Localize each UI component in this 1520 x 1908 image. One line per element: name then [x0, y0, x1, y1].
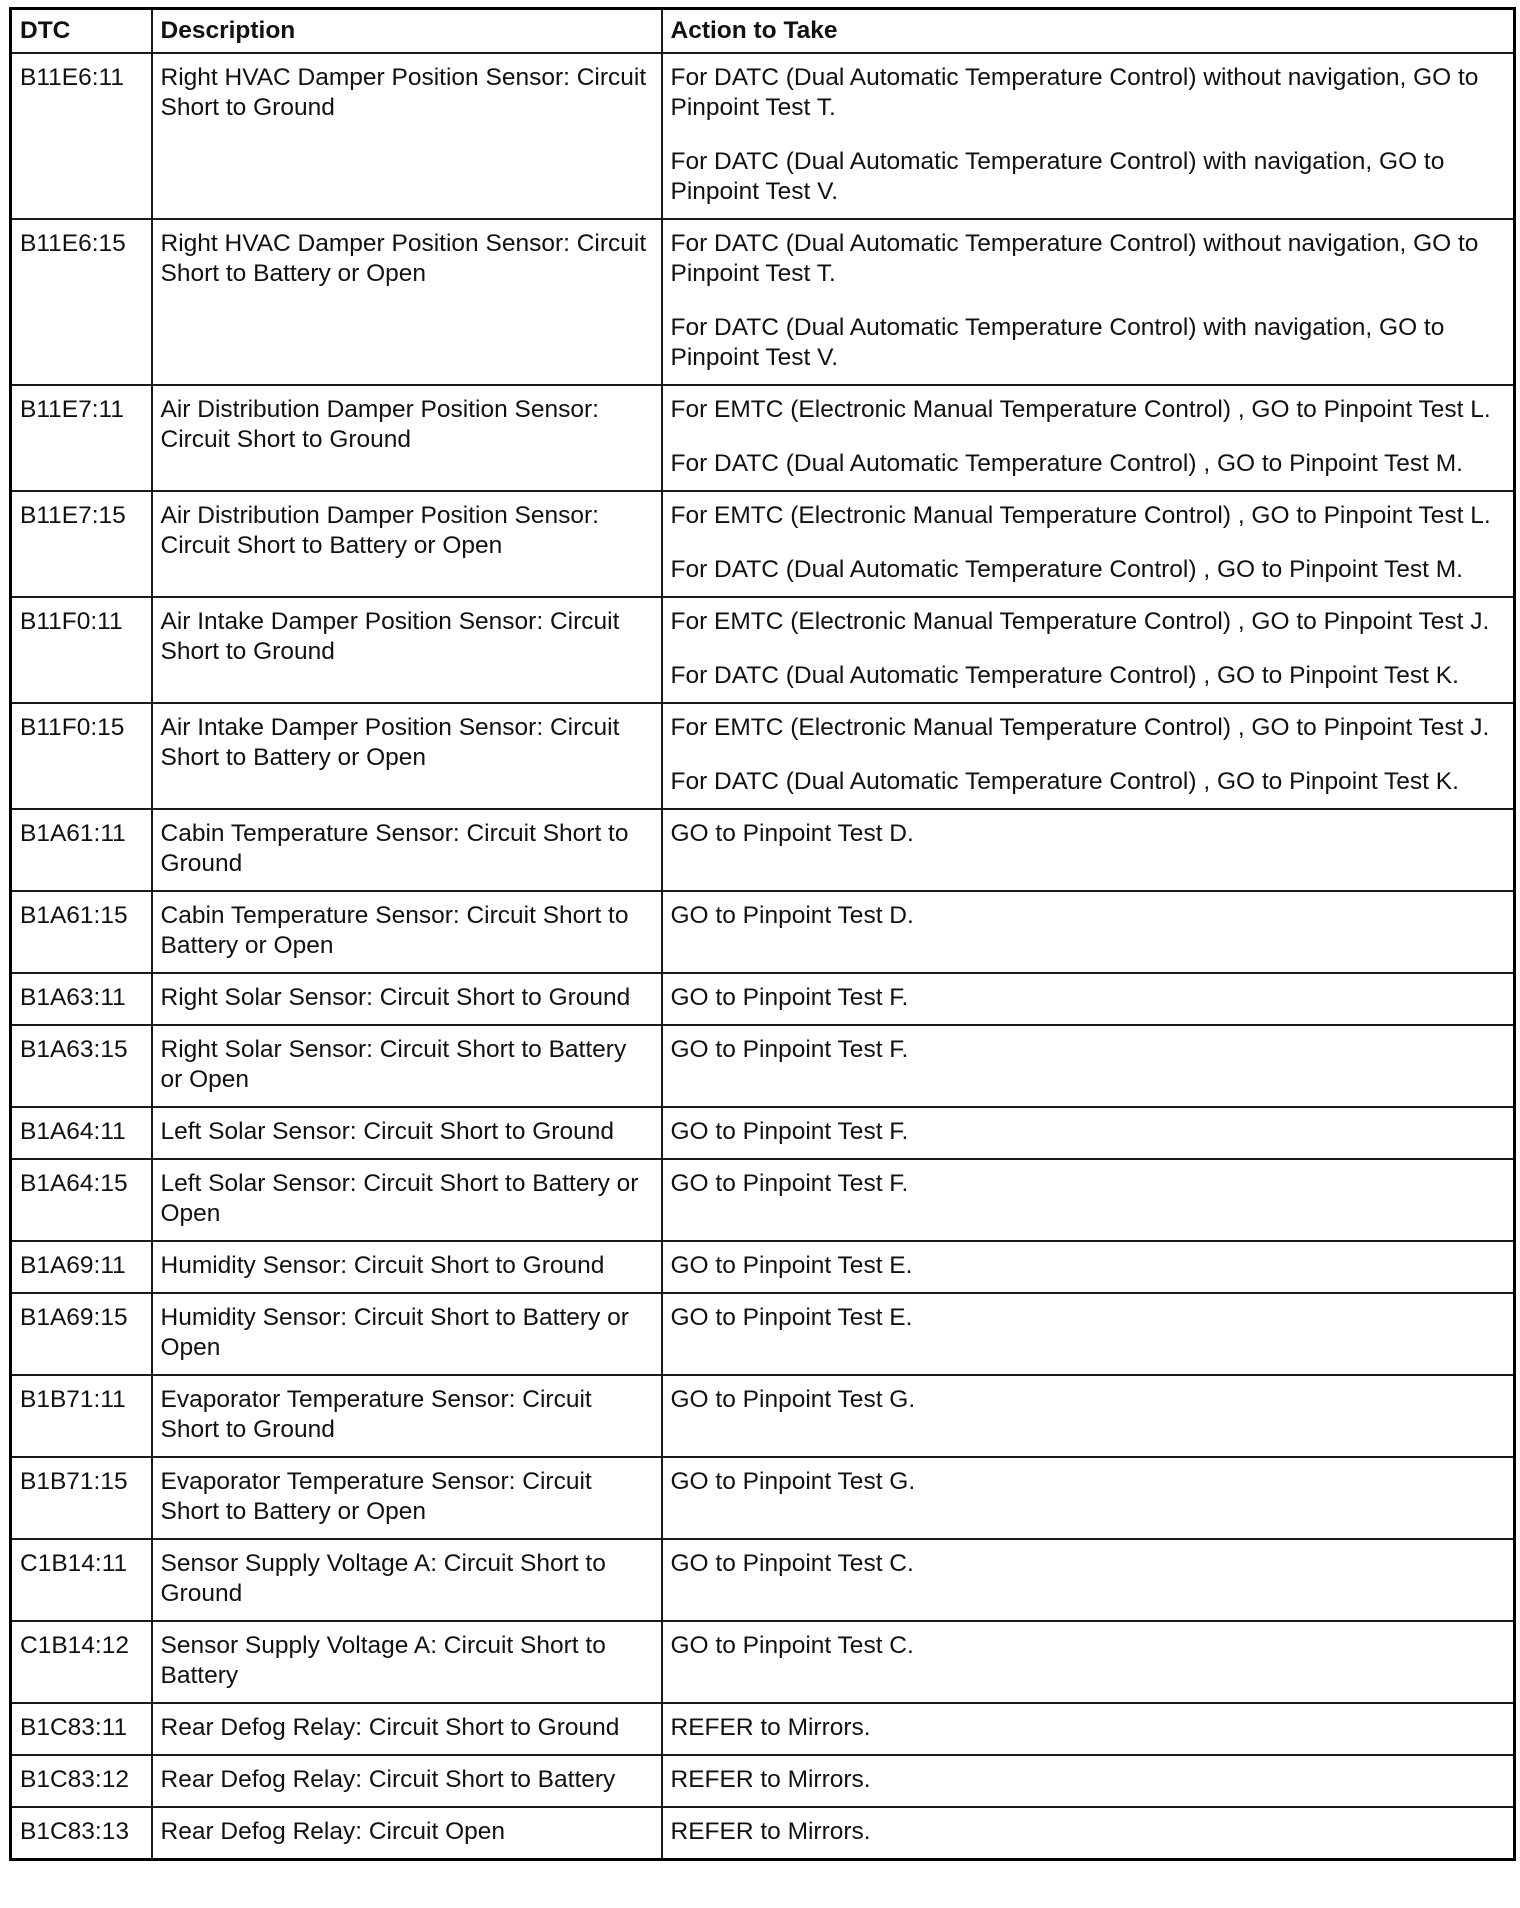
description-cell: Rear Defog Relay: Circuit Short to Battery [152, 1755, 662, 1807]
table-row [11, 1539, 1515, 1621]
action-text: GO to Pinpoint Test F. [670, 1036, 909, 1063]
dtc-code-cell: B11E6:15 [11, 219, 152, 385]
table-row [11, 1159, 1515, 1241]
description-cell: Cabin Temperature Sensor: Circuit Short to Battery or Open [152, 891, 662, 973]
action-text: GO to Pinpoint Test E. [670, 1304, 913, 1331]
action-cell [662, 1375, 1515, 1457]
table-row [11, 53, 1515, 219]
action-text: GO to Pinpoint Test D. [670, 902, 914, 929]
description-cell: Air Intake Damper Position Sensor: Circuit Short to Ground [152, 597, 662, 703]
action-cell [662, 1293, 1515, 1375]
action-text: GO to Pinpoint Test D. [670, 820, 914, 847]
action-cell [662, 1703, 1515, 1755]
action-cell [662, 1159, 1515, 1241]
description-cell: Humidity Sensor: Circuit Short to Battery or Open [152, 1293, 662, 1375]
action-text: For DATC (Dual Automatic Temperature Control) with navigation, GO to Pinpoint Test V. [670, 148, 1445, 205]
action-cell [662, 219, 1515, 385]
dtc-code-cell: B1C83:13 [11, 1807, 152, 1860]
action-cell [662, 1025, 1515, 1107]
action-cell [662, 491, 1515, 597]
action-text: GO to Pinpoint Test G. [670, 1386, 916, 1413]
description-cell: Evaporator Temperature Sensor: Circuit Short to Battery or Open [152, 1457, 662, 1539]
action-text: GO to Pinpoint Test C. [670, 1632, 914, 1659]
table-row [11, 491, 1515, 597]
dtc-table-container [9, 7, 1513, 1861]
action-text: GO to Pinpoint Test F. [670, 1118, 909, 1145]
action-text: For DATC (Dual Automatic Temperature Control) with navigation, GO to Pinpoint Test V. [670, 314, 1445, 371]
description-cell: Rear Defog Relay: Circuit Open [152, 1807, 662, 1860]
table-row [11, 891, 1515, 973]
action-cell [662, 1621, 1515, 1703]
action-text: For EMTC (Electronic Manual Temperature Control) , GO to Pinpoint Test J. [670, 714, 1490, 741]
dtc-code-cell: B11E7:15 [11, 491, 152, 597]
dtc-code-cell: B1B71:15 [11, 1457, 152, 1539]
action-cell [662, 809, 1515, 891]
dtc-code-cell: B1A61:11 [11, 809, 152, 891]
action-cell [662, 973, 1515, 1025]
description-cell: Right HVAC Damper Position Sensor: Circuit Short to Battery or Open [152, 219, 662, 385]
dtc-code-cell: C1B14:12 [11, 1621, 152, 1703]
action-cell [662, 53, 1515, 219]
action-text: GO to Pinpoint Test F. [670, 984, 909, 1011]
dtc-code-cell: B1C83:11 [11, 1703, 152, 1755]
table-row [11, 597, 1515, 703]
action-text: For DATC (Dual Automatic Temperature Control) without navigation, GO to Pinpoint Test T. [670, 230, 1479, 287]
dtc-code-cell: B1A63:15 [11, 1025, 152, 1107]
action-text: For EMTC (Electronic Manual Temperature Control) , GO to Pinpoint Test L. [670, 396, 1491, 423]
description-cell: Sensor Supply Voltage A: Circuit Short to Ground [152, 1539, 662, 1621]
dtc-code-cell: B1A64:11 [11, 1107, 152, 1159]
table-row [11, 1241, 1515, 1293]
table-row [11, 1703, 1515, 1755]
dtc-code-cell: C1B14:11 [11, 1539, 152, 1621]
dtc-code-cell: B1B71:11 [11, 1375, 152, 1457]
action-text: GO to Pinpoint Test C. [670, 1550, 914, 1577]
action-text: For DATC (Dual Automatic Temperature Control) , GO to Pinpoint Test M. [670, 556, 1463, 583]
action-text: For DATC (Dual Automatic Temperature Control) , GO to Pinpoint Test K. [670, 768, 1459, 795]
action-cell [662, 1807, 1515, 1860]
action-text: REFER to Mirrors. [670, 1766, 871, 1793]
description-cell: Air Distribution Damper Position Sensor: Circuit Short to Battery or Open [152, 491, 662, 597]
description-cell: Evaporator Temperature Sensor: Circuit Short to Ground [152, 1375, 662, 1457]
table-row [11, 703, 1515, 809]
description-cell: Right Solar Sensor: Circuit Short to Battery or Open [152, 1025, 662, 1107]
table-row [11, 1375, 1515, 1457]
action-cell [662, 1107, 1515, 1159]
table-row [11, 1293, 1515, 1375]
action-cell [662, 891, 1515, 973]
header-action-to-take: Action to Take [662, 9, 1515, 54]
action-cell [662, 703, 1515, 809]
table-row [11, 1107, 1515, 1159]
description-cell: Right Solar Sensor: Circuit Short to Ground [152, 973, 662, 1025]
dtc-code-cell: B1A69:15 [11, 1293, 152, 1375]
table-row [11, 1621, 1515, 1703]
action-text: REFER to Mirrors. [670, 1714, 871, 1741]
action-text: For DATC (Dual Automatic Temperature Control) without navigation, GO to Pinpoint Test T. [670, 64, 1479, 121]
dtc-code-cell: B11F0:11 [11, 597, 152, 703]
dtc-code-cell: B1A61:15 [11, 891, 152, 973]
table-row [11, 1807, 1515, 1860]
table-row [11, 1457, 1515, 1539]
action-text: For EMTC (Electronic Manual Temperature Control) , GO to Pinpoint Test L. [670, 502, 1491, 529]
table-row [11, 385, 1515, 491]
table-row [11, 1025, 1515, 1107]
action-text: REFER to Mirrors. [670, 1818, 871, 1845]
description-cell: Humidity Sensor: Circuit Short to Ground [152, 1241, 662, 1293]
dtc-code-cell: B1A64:15 [11, 1159, 152, 1241]
action-text: For DATC (Dual Automatic Temperature Control) , GO to Pinpoint Test K. [670, 662, 1459, 689]
table-row [11, 973, 1515, 1025]
dtc-table [9, 7, 1516, 1861]
description-cell: Right HVAC Damper Position Sensor: Circuit Short to Ground [152, 53, 662, 219]
action-text: For EMTC (Electronic Manual Temperature Control) , GO to Pinpoint Test J. [670, 608, 1490, 635]
table-row [11, 809, 1515, 891]
action-cell [662, 597, 1515, 703]
action-text: GO to Pinpoint Test F. [670, 1170, 909, 1197]
action-text: GO to Pinpoint Test E. [670, 1252, 913, 1279]
dtc-code-cell: B1A63:11 [11, 973, 152, 1025]
header-description: Description [152, 9, 662, 54]
action-cell [662, 385, 1515, 491]
dtc-code-cell: B11E6:11 [11, 53, 152, 219]
description-cell: Sensor Supply Voltage A: Circuit Short to Battery [152, 1621, 662, 1703]
table-header-row [11, 9, 1515, 54]
table-row [11, 219, 1515, 385]
action-cell [662, 1539, 1515, 1621]
dtc-code-cell: B11F0:15 [11, 703, 152, 809]
action-text: For DATC (Dual Automatic Temperature Control) , GO to Pinpoint Test M. [670, 450, 1463, 477]
description-cell: Rear Defog Relay: Circuit Short to Ground [152, 1703, 662, 1755]
description-cell: Air Intake Damper Position Sensor: Circuit Short to Battery or Open [152, 703, 662, 809]
dtc-code-cell: B1C83:12 [11, 1755, 152, 1807]
action-cell [662, 1457, 1515, 1539]
description-cell: Cabin Temperature Sensor: Circuit Short to Ground [152, 809, 662, 891]
action-text: GO to Pinpoint Test G. [670, 1468, 916, 1495]
table-body [11, 53, 1515, 1860]
dtc-code-cell: B1A69:11 [11, 1241, 152, 1293]
header-dtc: DTC [11, 9, 152, 54]
dtc-code-cell: B11E7:11 [11, 385, 152, 491]
description-cell: Air Distribution Damper Position Sensor: Circuit Short to Ground [152, 385, 662, 491]
description-cell: Left Solar Sensor: Circuit Short to Battery or Open [152, 1159, 662, 1241]
action-cell [662, 1241, 1515, 1293]
description-cell: Left Solar Sensor: Circuit Short to Ground [152, 1107, 662, 1159]
table-row [11, 1755, 1515, 1807]
action-cell [662, 1755, 1515, 1807]
